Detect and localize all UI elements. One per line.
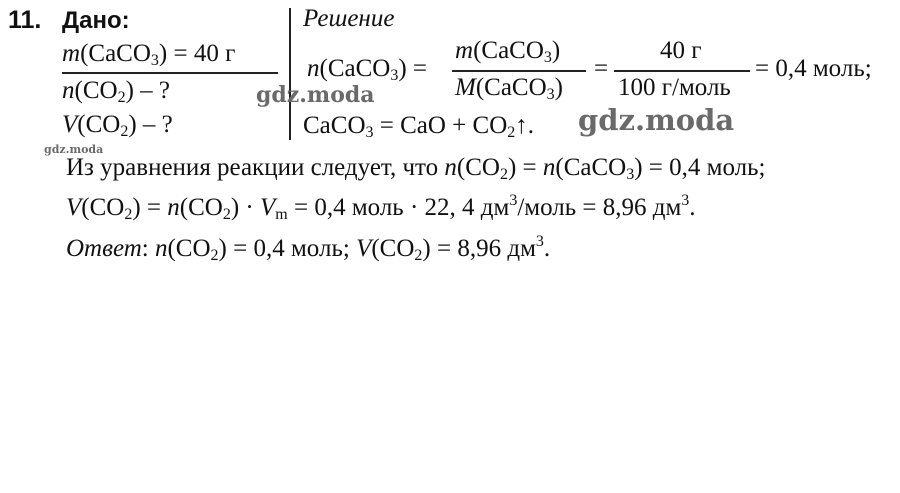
eq1-equals: =	[594, 55, 609, 82]
eq1-fraction-bar	[452, 70, 586, 72]
given-volume-co2: $V(CO_2)$ – ?	[62, 111, 173, 140]
task-number: 11.	[8, 6, 42, 34]
eq1-numerator: m(CaCO$_3$)	[455, 37, 561, 66]
reaction-equation: CaCO$_3$ = CaO + $CO_2↑$.	[303, 112, 535, 141]
given-amount-co2: $n(CO_2)$ – ?	[62, 77, 170, 106]
given-solution-divider	[289, 8, 291, 140]
conclusion-line: Из уравнения реакции следует, что $n(CO_2)$ = n(CaCO$_3$) = 0,4 моль;	[66, 154, 766, 183]
watermark-logo: gdz.moda	[44, 143, 104, 156]
solution-heading: Решение	[303, 5, 395, 32]
given-mass: m(CaCO$_3$) = 40 г	[62, 40, 236, 69]
watermark-logo: gdz.moda	[256, 82, 375, 108]
eq1-fraction-bar-2	[614, 70, 750, 72]
volume-calculation-line: $V(CO_2) = n(CO_2) \cdot V_m = 0,4$ моль · 22, 4 $дм^3$/моль = 8,96 $дм^3$.	[66, 192, 696, 223]
eq1-value-num: 40 г	[660, 37, 702, 64]
eq1-result: = 0,4 моль;	[755, 55, 872, 82]
given-heading: Дано:	[62, 7, 130, 34]
eq1-denominator: M(CaCO$_3$)	[455, 74, 563, 103]
answer-line: Ответ: $n(CO_2) = 0,4$ моль; $V(CO_2) = 8,96$ $дм^3$.	[66, 233, 551, 264]
given-underline	[62, 72, 278, 74]
watermark-logo: gdz.moda	[578, 103, 735, 137]
eq1-lhs: n(CaCO$_3$) =	[307, 55, 428, 84]
eq1-value-den: 100 г/моль	[618, 74, 731, 101]
